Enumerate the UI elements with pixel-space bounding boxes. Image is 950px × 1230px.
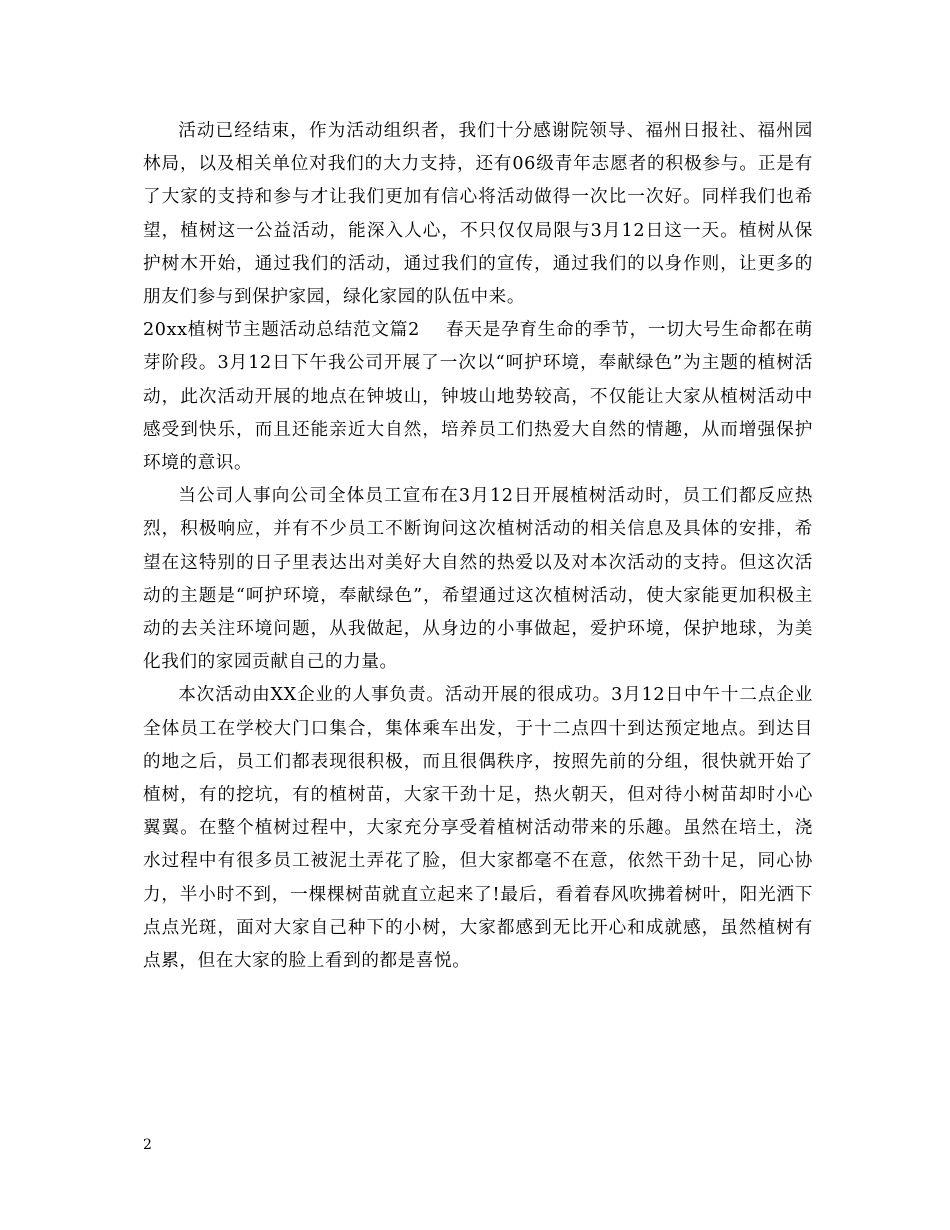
document-body xyxy=(143,115,813,978)
paragraph-activity-details: 本次活动由XX企业的人事负责。活动开展的很成功。3月12日中午十二点企业全体员工在学校大门口集合，集体乘车出发，于十二点四十到达预定地点。到达目的地之后，员工们都表现很积极，而且很偶秩序，按照先前的分组，很快就开始了植树，有的挖坑，有的植树苗，大家干劲十足，热火朝天，但对待小树苗却时小心翼翼。在整个植树过程中，大家充分享受着植树活动带来的乐趣。虽然在培土，浇水过程中有很多员工被泥土弄花了脸，但大家都毫不在意，依然干劲十足，同心协力，半小时不到，一棵棵树苗就直立起来了!最后，看着春风吹拂着树叶，阳光洒下点点光斑，面对大家自己种下的小树，大家都感到无比开心和成就感，虽然植树有点累，但在大家的脸上看到的都是喜悦。 xyxy=(143,685,813,972)
section-intro-text: 春天是孕育生命的季节，一切大号生命都在萌芽阶段。3月12日下午我公司开展了一次以“呵护环境，奉献绿色”为主题的植树活动，此次活动开展的地点在钟坡山，钟坡山地势较高，不仅能让大家从植树活动中感受到快乐，而且还能亲近大自然，培养员工们热爱大自然的情趣，从而增强保护环境的意识。 xyxy=(143,320,813,474)
page-number: 2 xyxy=(143,1137,152,1153)
section-title: 20xx植树节主题活动总结范文篇2 xyxy=(143,320,420,341)
paragraph-closing-thanks: 活动已经结束，作为活动组织者，我们十分感谢院领导、福州日报社、福州园林局，以及相关单位对我们的大力支持，还有06级青年志愿者的积极参与。正是有了大家的支持和参与才让我们更加有信心将活动做得一次比一次好。同样我们也希望，植树这一公益活动，能深入人心，不只仅仅局限与3月12日这一天。植树从保护树木开始，通过我们的活动，通过我们的宣传，通过我们的以身作则，让更多的朋友们参与到保护家园，绿化家园的队伍中来。 xyxy=(143,121,813,308)
paragraph-announcement: 当公司人事向公司全体员工宣布在3月12日开展植树活动时，员工们都反应热烈，积极响应，并有不少员工不断询问这次植树活动的相关信息及具体的安排，希望在这特别的日子里表达出对美好大自然的热爱以及对本次活动的支持。但这次活动的主题是“呵护环境，奉献绿色”，希望通过这次植树活动，使大家能更加积极主动的去关注环境问题，从我做起，从身边的小事做起，爱护环境，保护地球，为美化我们的家园贡献自己的力量。 xyxy=(143,486,813,673)
section-2-intro xyxy=(143,314,813,480)
